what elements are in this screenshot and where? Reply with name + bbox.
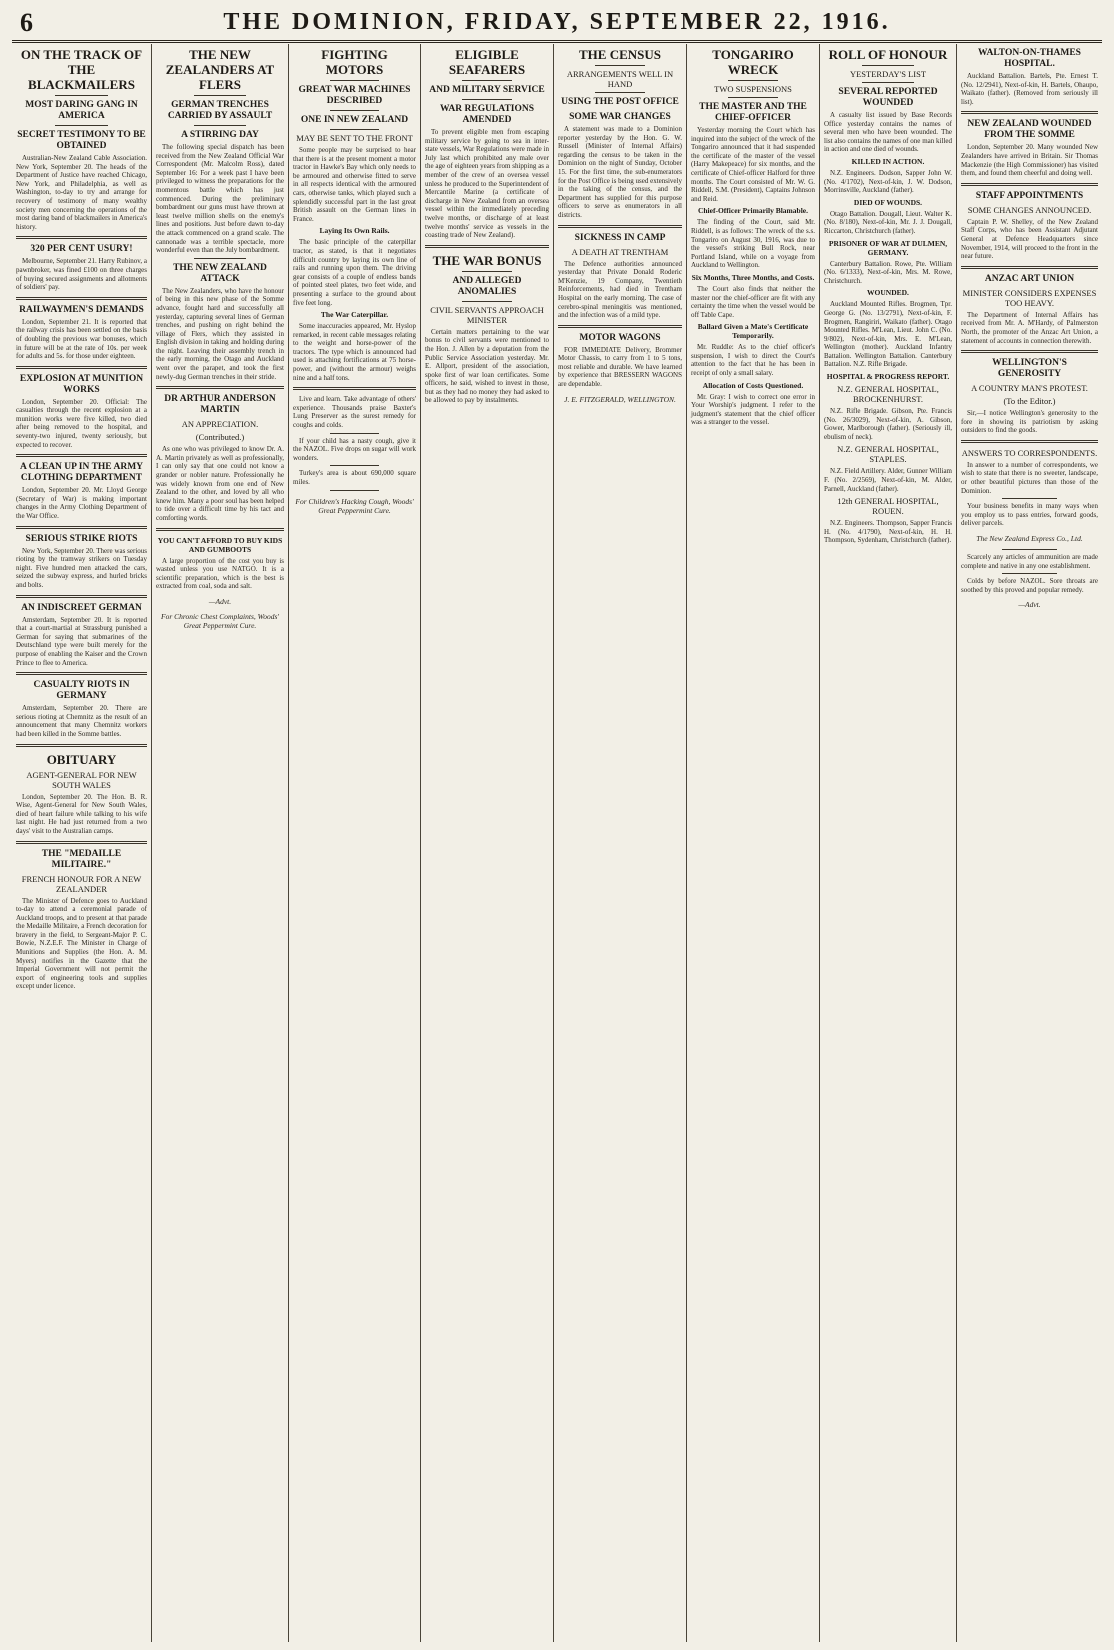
- article-text: The Department of Internal Affairs has received from Mr. A. M'Hardy, of Palmerston North, the promoter of the Anzac Art Union, a statement of accounts in connection therewith.: [961, 310, 1098, 345]
- divider: [55, 95, 107, 96]
- subhead: SECRET TESTIMONY TO BE OBTAINED: [17, 130, 146, 151]
- subhead: ARRANGEMENTS WELL IN HAND: [566, 69, 674, 89]
- subhead: A COUNTRY MAN'S PROTEST.: [971, 383, 1088, 394]
- subhead: FRENCH HONOUR FOR A NEW ZEALANDER: [21, 873, 142, 894]
- divider: [156, 528, 284, 531]
- subhead: SEVERAL REPORTED WOUNDED: [838, 87, 938, 108]
- subhead: ONE IN NEW ZEALAND: [300, 115, 409, 125]
- advert-text: Turkey's area is about 690,000 square miles.: [293, 469, 416, 486]
- article-text: The Court also finds that neither the master nor the chief-officer are fit with any certainty the time when the vessel would be off Table Cape.: [691, 284, 815, 319]
- article-text: N.Z. Engineers. Dodson, Sapper John W. (No. 4/1702), Next-of-kin, J. W. Dodson, Morrinsville, Auckland (father).: [824, 168, 952, 195]
- article-text: Some inaccuracies appeared, Mr. Hyslop remarked, in recent cable messages relating to the weight and horse-power of the tractors. The type which is announced had used is attaching fortifications at 75 horse-power, and (without the armour) weighs nine and a half tons.: [293, 322, 416, 382]
- masthead: [12, 6, 1102, 43]
- article-text: Yesterday morning the Court which has inquired into the subject of the wreck of the Tongariro announced that it had suspended the certificate of the master of the vessel (Harry Makepeace) for six months, and the certificate of Chief-officer Halford for three months. The Court consisted of Mr. W. G. Riddell, S.M. (President), Captains Johnson and Reid.: [691, 126, 815, 203]
- divider: [558, 225, 682, 228]
- headline-war-bonus: THE WAR BONUS: [432, 252, 542, 268]
- advert-text: Live and learn. Take advantage of others' experience. Thousands praise Baxter's Lung Preserver as the surest remedy for coughs and colds.: [293, 395, 416, 430]
- subhead: AN APPRECIATION.: [181, 419, 259, 430]
- divider: [1002, 498, 1057, 499]
- divider: [156, 386, 284, 389]
- article-text: London, September 20. Mr. Lloyd George (Secretary of War) is making important changes in the Army Clothing Department of the War Office.: [16, 486, 147, 521]
- article-text: The basic principle of the caterpillar tractor, as stated, is that it negotiates difficult country by laying its own line of rails and running upon them. The driving gear consists of a couple of endless bands of pointed steel plates, two feet wide, and presenting a surface to the ground about five feet long.: [293, 238, 416, 307]
- advert-text: Colds by before NAZOL. Sore throats are soothed by this proved and popular remedy.: [961, 577, 1098, 594]
- article-text: London, September 21. It is reported that the railway crisis has been settled on the basis of doubling the previous war bonuses, which in future will be at the rate of 10s. per week for adults and 5s. for those under eighteen.: [16, 317, 147, 361]
- headline-wellingtons-generosity: WELLINGTON'S GENEROSITY: [992, 358, 1067, 380]
- divider: [462, 80, 512, 81]
- subhead: WAR REGULATIONS AMENDED: [439, 104, 535, 125]
- advert-signature: J. E. FITZGERALD, WELLINGTON.: [564, 394, 676, 404]
- article-text: N.Z. Rifle Brigade. Gibson, Pte. Francis (No. 26/3029), Next-of-kin, A. Gibson, Gower, Marlborough (father). (Seriously ill, ebulism of neck).: [824, 407, 952, 441]
- advert-text: Your business benefits in many ways when you employ us to pass entries, forward goods, deliver parcels.: [961, 502, 1098, 528]
- headline-sickness-camp: SICKNESS IN CAMP: [574, 232, 666, 243]
- headline-fighting-motors: FIGHTING MOTORS: [321, 47, 388, 77]
- column-3: [289, 44, 421, 1642]
- article-text: Canterbury Battalion. Rowe, Pte. William (No. 6/1333), Next-of-kin, Mrs. M. Rowe, Christchurch.: [824, 259, 952, 285]
- subhead: (To the Editor.): [1003, 396, 1056, 407]
- advert-footer: For Children's Hacking Cough, Woods' Great Peppermint Cure.: [295, 496, 414, 515]
- section-heading: Laying Its Own Rails.: [319, 226, 390, 236]
- section-heading: Ballard Given a Mate's Certificate Temporarily.: [697, 322, 809, 341]
- divider: [862, 65, 913, 66]
- subhead: CIVIL SERVANTS APPROACH MINISTER: [430, 304, 544, 325]
- column-8: [957, 44, 1102, 1642]
- divider: [293, 387, 416, 390]
- article-text: The Minister of Defence goes to Auckland to-day to attend a ceremonial parade of Auckland troops, and to present at that parade the Medaille Militaire, a French decoration for bravery in the field, to Sergeant-Major P. C. Bowie, N.Z.E.F. The Minister in Charge of Munitions and Supplies (the Hon. A. M. Myers) notifies in the Gazette that the Imperial Government will not permit the export of engineering tools and supplies except under licence.: [16, 896, 147, 991]
- section-heading: Chief-Officer Primarily Blamable.: [697, 206, 809, 216]
- divider: [330, 465, 379, 466]
- headline-clothing: A CLEAN UP IN THE ARMY CLOTHING DEPARTMENT: [19, 462, 144, 484]
- article-text: Mr. Gray: I wish to correct one error in Your Worship's judgment. I refer to the judgment's statement that the chief officer was a stranger to the vessel.: [691, 392, 815, 427]
- article-text: Mr. Ruddle: As to the chief officer's suspension, I wish to direct the Court's attention to the fact that he has been in receipt of only a small salary.: [691, 343, 815, 378]
- subhead: AND MILITARY SERVICE: [429, 85, 545, 95]
- advert-text: If your child has a nasty cough, give it the NAZOL. Five drops on sugar will work wonders.: [293, 436, 416, 462]
- headline-strike-riots: SERIOUS STRIKE RIOTS: [25, 533, 138, 544]
- divider: [595, 92, 645, 93]
- newspaper-title: THE DOMINION, FRIDAY, SEPTEMBER 22, 1916.: [223, 9, 891, 35]
- column-6: [687, 44, 820, 1642]
- headline-staff-appointments: STAFF APPOINTMENTS: [975, 190, 1084, 201]
- article-text: London, September 20. Many wounded New Zealanders have arrived in Britain. Sir Thomas Mackenzie (the High Commissioner) has visited them, and found them cheerful and doing well.: [961, 143, 1098, 178]
- article-text: Amsterdam, September 20. It is reported that a court-martial at Strassburg punished a German for saying that submarines of the Deutschland type were built merely for the purpose of enabling the Kaiser and the Crown Prince to flee to America.: [16, 615, 147, 667]
- headline-roll-of-honour: ROLL OF HONOUR: [828, 47, 948, 62]
- article-text: Certain matters pertaining to the war bonus to civil servants were mentioned to the Hon. J. Allen by a deputation from the Public Service Association yesterday. Mr. E. Allport, president of the association, spoke first of war loan certificates. Some officers, he said, wished to invest in those, but as they had no money they had asked to be allowed to pay by instalments.: [425, 327, 549, 405]
- divider: [728, 97, 778, 98]
- divider: [961, 266, 1098, 269]
- section-heading: DIED OF WOUNDS.: [853, 197, 923, 207]
- headline-casualty-riots: CASUALTY RIOTS IN GERMANY: [33, 680, 130, 702]
- divider: [16, 297, 147, 300]
- divider: [1002, 573, 1057, 574]
- article-text: Melbourne, September 21. Harry Rubinov, a pawnbroker, was fined £100 on three charges of buying secured assignments and allotments of soldiers' pay.: [16, 257, 147, 292]
- column-7: [820, 44, 957, 1642]
- subhead: AGENT-GENERAL FOR NEW SOUTH WALES: [26, 769, 137, 790]
- article-text: Auckland Mounted Rifles. Brogmen, Tpr. George G. (No. 13/2791), Next-of-kin, F. Brogmen, Rangiriri, Waikato (father). Otago Mounted Rifles. M'Lean, Lieut. John C. (No. 9/802), Next-of-kin, Mrs. E. M'Lean, Wellington (mother). Auckland Infantry Battalion. Wellington Battalion. Canterbury Battalion. N.Z. Rifle Brigade.: [824, 300, 952, 369]
- headline-tongariro-wreck: TONGARIRO WRECK: [712, 47, 794, 77]
- divider: [330, 129, 379, 130]
- article-text: Auckland Battalion. Bartels, Pte. Ernest T. (No. 12/2941), Next-of-kin, H. Bartels, Ohaupo, Waikato (father). (Removed from seriously ill list).: [961, 72, 1098, 106]
- headline-answers-correspondents: ANSWERS TO CORRESPONDENTS.: [961, 447, 1098, 458]
- headline-explosion: EXPLOSION AT MUNITION WORKS: [19, 373, 144, 395]
- article-text: The following special dispatch has been received from the New Zealand Official War Correspondent (Mr. Malcolm Ross), dated September 16: For a week past I have been privileged to witness the preparations for the momentous battle which has just commenced. During the preliminary bombardment our guns must have thrown at least twelve million shells on the enemy's lines and positions. Just before dawn to-day the attack commenced on a grand scale. The cannonade was a terrible spectacle, more wonderful even than the July bombardment.: [156, 143, 284, 255]
- divider: [462, 99, 512, 100]
- subhead: MINISTER CONSIDERS EXPENSES TOO HEAVY.: [962, 287, 1097, 308]
- advert-text: A large proportion of the cost you buy is wasted unless you use NATGO. It is a scientific preparation, which is the best is extracted from coal, soda and salt.: [156, 556, 284, 591]
- article-text: As one who was privileged to know Dr. A. A. Martin privately as well as professionally, I can only say that one could not know a grander or nobler nature. Professionally he was widely known from one end of New Zealand to the other, and loved by all who knew him. Many a poor soul has been helped to tide over a difficult time by his tact and comforting words.: [156, 445, 284, 522]
- article-text: A statement was made to a Dominion reporter yesterday by the Hon. G. W. Russell (Minister of Internal Affairs) regarding the census to be taken in the Dominion on the night of Sunday, October 15. For the first time, the sub-enumerators for the Post Office is being used extensively in the taking of the census, and the Department has supplied for this purpose officers to serve as enumerators in all districts.: [558, 125, 682, 219]
- divider: [862, 82, 913, 83]
- divider: [55, 125, 107, 126]
- section-heading: WOUNDED.: [867, 288, 909, 298]
- headline-indiscreet-german: AN INDISCREET GERMAN: [21, 602, 142, 613]
- advert-footer: For Chronic Chest Complaints, Woods' Great Peppermint Cure.: [161, 611, 279, 630]
- divider: [1002, 549, 1057, 550]
- divider: [961, 440, 1098, 443]
- divider: [961, 111, 1098, 114]
- divider: [194, 125, 245, 126]
- article-text: Captain P. W. Shelley, of the New Zealand Staff Corps, who has been Assistant Adjutant General at Defence Headquarters since November, 1914, will proceed to the front in the near future.: [961, 217, 1098, 261]
- article-text: A casualty list issued by Base Records Office yesterday contains the names of several men who have been wounded. The list also contains the names of one man killed in action and one died of wounds.: [824, 111, 952, 154]
- column-4: [421, 44, 554, 1642]
- subhead: 12th GENERAL HOSPITAL, ROUEN.: [837, 496, 939, 517]
- subhead: MAY BE SENT TO THE FRONT: [296, 133, 413, 143]
- subhead: THE MASTER AND THE CHIEF-OFFICER: [699, 102, 807, 123]
- divider: [330, 110, 379, 111]
- divider: [16, 366, 147, 369]
- column-2: [152, 44, 289, 1642]
- headline-nz-wounded-somme: NEW ZEALAND WOUNDED FROM THE SOMME: [967, 119, 1092, 141]
- columns: [12, 44, 1102, 1642]
- article-text: The finding of the Court, said Mr. Riddell, is as follows: The wreck of the s.s. Tongariro on August 30, 1916, was due to the vessel's striking Bull Rock, near Portland Island, while on a voyage from Auckland to Wellington.: [691, 218, 815, 270]
- article-text: The New Zealanders, who have the honour of being in this new phase of the Somme advance, fought hard and successfully all yesterday, capturing several lines of German trenches, and pushing on right behind the village of Flers, which they assisted in English division in taking and holding during the night. Leaving their assembly trench in the early morning, the Otago and Auckland went over the parapet, and took the first newly-dug German trenches in their stride.: [156, 286, 284, 381]
- headline-census: THE CENSUS: [579, 47, 661, 62]
- subhead: (Contributed.): [195, 432, 245, 443]
- article-text: Australian-New Zealand Cable Association. New York, September 20. The heads of the Department of Justice have reached Chicago, New York, and Philadelphia, as well as Washington, to-day to try and arrange for recovery of testimony of many wealthy society men concerning the operations of the most daring band of blackmailers in America's history.: [16, 154, 147, 231]
- headline-obituary: OBITUARY: [46, 751, 117, 767]
- headline-walton-hospital: WALTON-ON-THAMES HOSPITAL.: [978, 48, 1081, 69]
- headline-medaille: THE "MEDAILLE MILITAIRE.": [41, 848, 122, 870]
- headline-dr-martin: DR ARTHUR ANDERSON MARTIN: [164, 394, 276, 416]
- subhead: YESTERDAY'S LIST: [849, 69, 927, 79]
- article-text: London, September 20. Official: The casualties through the recent explosion at a munition works were five killed, two died after being removed to the hospital, and seventy-two injured, twenty seriously, but expected to recover.: [16, 397, 147, 449]
- divider: [961, 183, 1098, 186]
- divider: [16, 526, 147, 529]
- divider: [194, 258, 245, 259]
- headline-new-zealanders-flers: THE NEW ZEALANDERS AT FLERS: [165, 47, 275, 92]
- subhead: USING THE POST OFFICE: [561, 97, 679, 107]
- headline-eligible-seafarers: ELIGIBLE SEAFARERS: [448, 47, 526, 77]
- article-text: N.Z. Field Artillery. Alder, Gunner William F. (No. 2/2569), Next-of-kin, M. Alder, Parnell, Auckland (father).: [824, 467, 952, 493]
- divider: [16, 744, 147, 747]
- article-text: Amsterdam, September 20. There are serious rioting at Chemnitz as the result of an announcement that many Chemnitz workers had been killed in the Somme battles.: [16, 704, 147, 738]
- advert-signature: —Advt.: [208, 596, 232, 606]
- headline-anzac-art-union: ANZAC ART UNION: [984, 273, 1075, 284]
- headline-railwaymen: RAILWAYMEN'S DEMANDS: [19, 304, 144, 315]
- divider: [330, 80, 379, 81]
- article-text: N.Z. Engineers. Thompson, Sapper Francis H. (No. 4/1790), Next-of-kin, H. H. Thompson, Sydenham, Christchurch (father).: [824, 519, 952, 545]
- article-text: In answer to a number of correspondents, we wish to state that there is no sweeter, landscape, or other beautiful pictures than those of the Dominion.: [961, 460, 1098, 495]
- advert-signature: —Advt.: [1018, 600, 1041, 610]
- divider: [558, 325, 682, 328]
- divider: [330, 490, 379, 491]
- subhead: TWO SUSPENSIONS: [714, 84, 792, 94]
- subhead: GERMAN TRENCHES CARRIED BY ASSAULT: [167, 100, 273, 121]
- divider: [595, 65, 645, 66]
- divider: [194, 95, 245, 96]
- divider: [462, 301, 512, 302]
- divider: [330, 433, 379, 434]
- divider: [462, 271, 512, 272]
- page-number: 6: [20, 8, 33, 37]
- subhead: SOME WAR CHANGES: [569, 112, 671, 122]
- section-heading: PRISONER OF WAR AT DULMEN, GERMANY.: [828, 238, 948, 257]
- section-heading: Six Months, Three Months, and Costs.: [691, 272, 815, 282]
- divider: [16, 595, 147, 598]
- advert-text: FOR IMMEDIATE Delivery, Brommer Motor Chassis, to carry from 1 to 5 tons, most reliable and durable. We have learned by experience that BRESSERN WAGONS are dependable.: [558, 345, 682, 389]
- subhead: GREAT WAR MACHINES DESCRIBED: [298, 85, 411, 106]
- advert-heading: YOU CAN'T AFFORD TO BUY KIDS AND GUMBOOTS: [157, 535, 283, 554]
- section-heading: KILLED IN ACTION.: [851, 156, 925, 166]
- article-text: Some people may be surprised to hear that there is at the present moment a motor tractor in Hawke's Bay which only needs to be armoured and otherwise fitted to serve in all respects identical with the armoured cars, otherwise tanks, which played such a splendidly successful part in the last great British assault on the German lines in France.: [293, 146, 416, 223]
- headline-blackmailers: ON THE TRACK OF THE BLACKMAILERS: [20, 47, 143, 92]
- headline-motor-wagons: MOTOR WAGONS: [579, 332, 661, 343]
- section-heading: HOSPITAL & PROGRESS REPORT.: [826, 372, 950, 382]
- subhead: AND ALLEGED ANOMALIES: [452, 275, 522, 297]
- headline-nz-attack: THE NEW ZEALAND ATTACK: [173, 262, 267, 284]
- column-5: [554, 44, 687, 1642]
- subhead: A DEATH AT TRENTHAM: [571, 246, 669, 257]
- advert-text: Scarcely any articles of ammunition are made complete and native in any one establishment.: [961, 553, 1098, 570]
- article-text: To prevent eligible men from escaping military service by going to sea in inter-state vessels, War Regulations were made in July last which prohibited any male over the age of eighteen years from shipping as a member of the crew of an oversea vessel unless he produced to the Superintendent of Mercantile Marine (a certificate of discharge in New Zealand from an oversea vessel within the immediately preceding twelve months, or discharge of at least twelve months' service as vessels in the coasting trade of New Zealand).: [425, 128, 549, 240]
- subhead: A STIRRING DAY: [181, 130, 259, 140]
- headline-usury: 320 PER CENT USURY!: [30, 244, 133, 255]
- column-1: [12, 44, 152, 1642]
- article-text: Otago Battalion. Dougall, Lieut. Walter K. (No. 8/180), Next-of-kin, Mr. J. J. Dougall, Riccarton, Christchurch (father).: [824, 209, 952, 235]
- article-text: Sir,—I notice Wellington's generosity to the fore in showing its patriotism by asking outsiders to find the goods.: [961, 409, 1098, 435]
- divider: [16, 236, 147, 239]
- divider: [16, 672, 147, 675]
- section-heading: The War Caterpillar.: [320, 310, 389, 320]
- article-text: London, September 20. The Hon. B. R. Wise, Agent-General for New South Wales, died of heart failure while talking to his wife last night. He had just returned from a two days' visit to the Australian camps.: [16, 792, 147, 835]
- subhead: N.Z. GENERAL HOSPITAL, STAPLES.: [837, 444, 939, 465]
- divider: [16, 841, 147, 844]
- subhead: N.Z. GENERAL HOSPITAL, BROCKENHURST.: [837, 384, 939, 405]
- section-heading: Allocation of Costs Questioned.: [702, 380, 804, 390]
- divider: [16, 454, 147, 457]
- subhead: SOME CHANGES ANNOUNCED.: [967, 204, 1092, 215]
- divider: [425, 245, 549, 248]
- divider: [728, 80, 778, 81]
- article-text: The Defence authorities announced yesterday that Private Donald Roderic M'Kenzie, 19 Company, Twentieth Reinforcements, had died in Trentham Hospital on the early morning. The case of cerebro-spinal meningitis was mentioned, and the infection was of a mild type.: [558, 259, 682, 320]
- article-text: New York, September 20. There was serious rioting by the tramway strikers on Tuesday night. Five hundred men attacked the cars, seized the subway express, and hurled bricks and bolts.: [16, 546, 147, 589]
- advert-signature: The New Zealand Express Co., Ltd.: [976, 534, 1083, 544]
- subhead: MOST DARING GANG IN AMERICA: [25, 100, 138, 121]
- divider: [961, 350, 1098, 353]
